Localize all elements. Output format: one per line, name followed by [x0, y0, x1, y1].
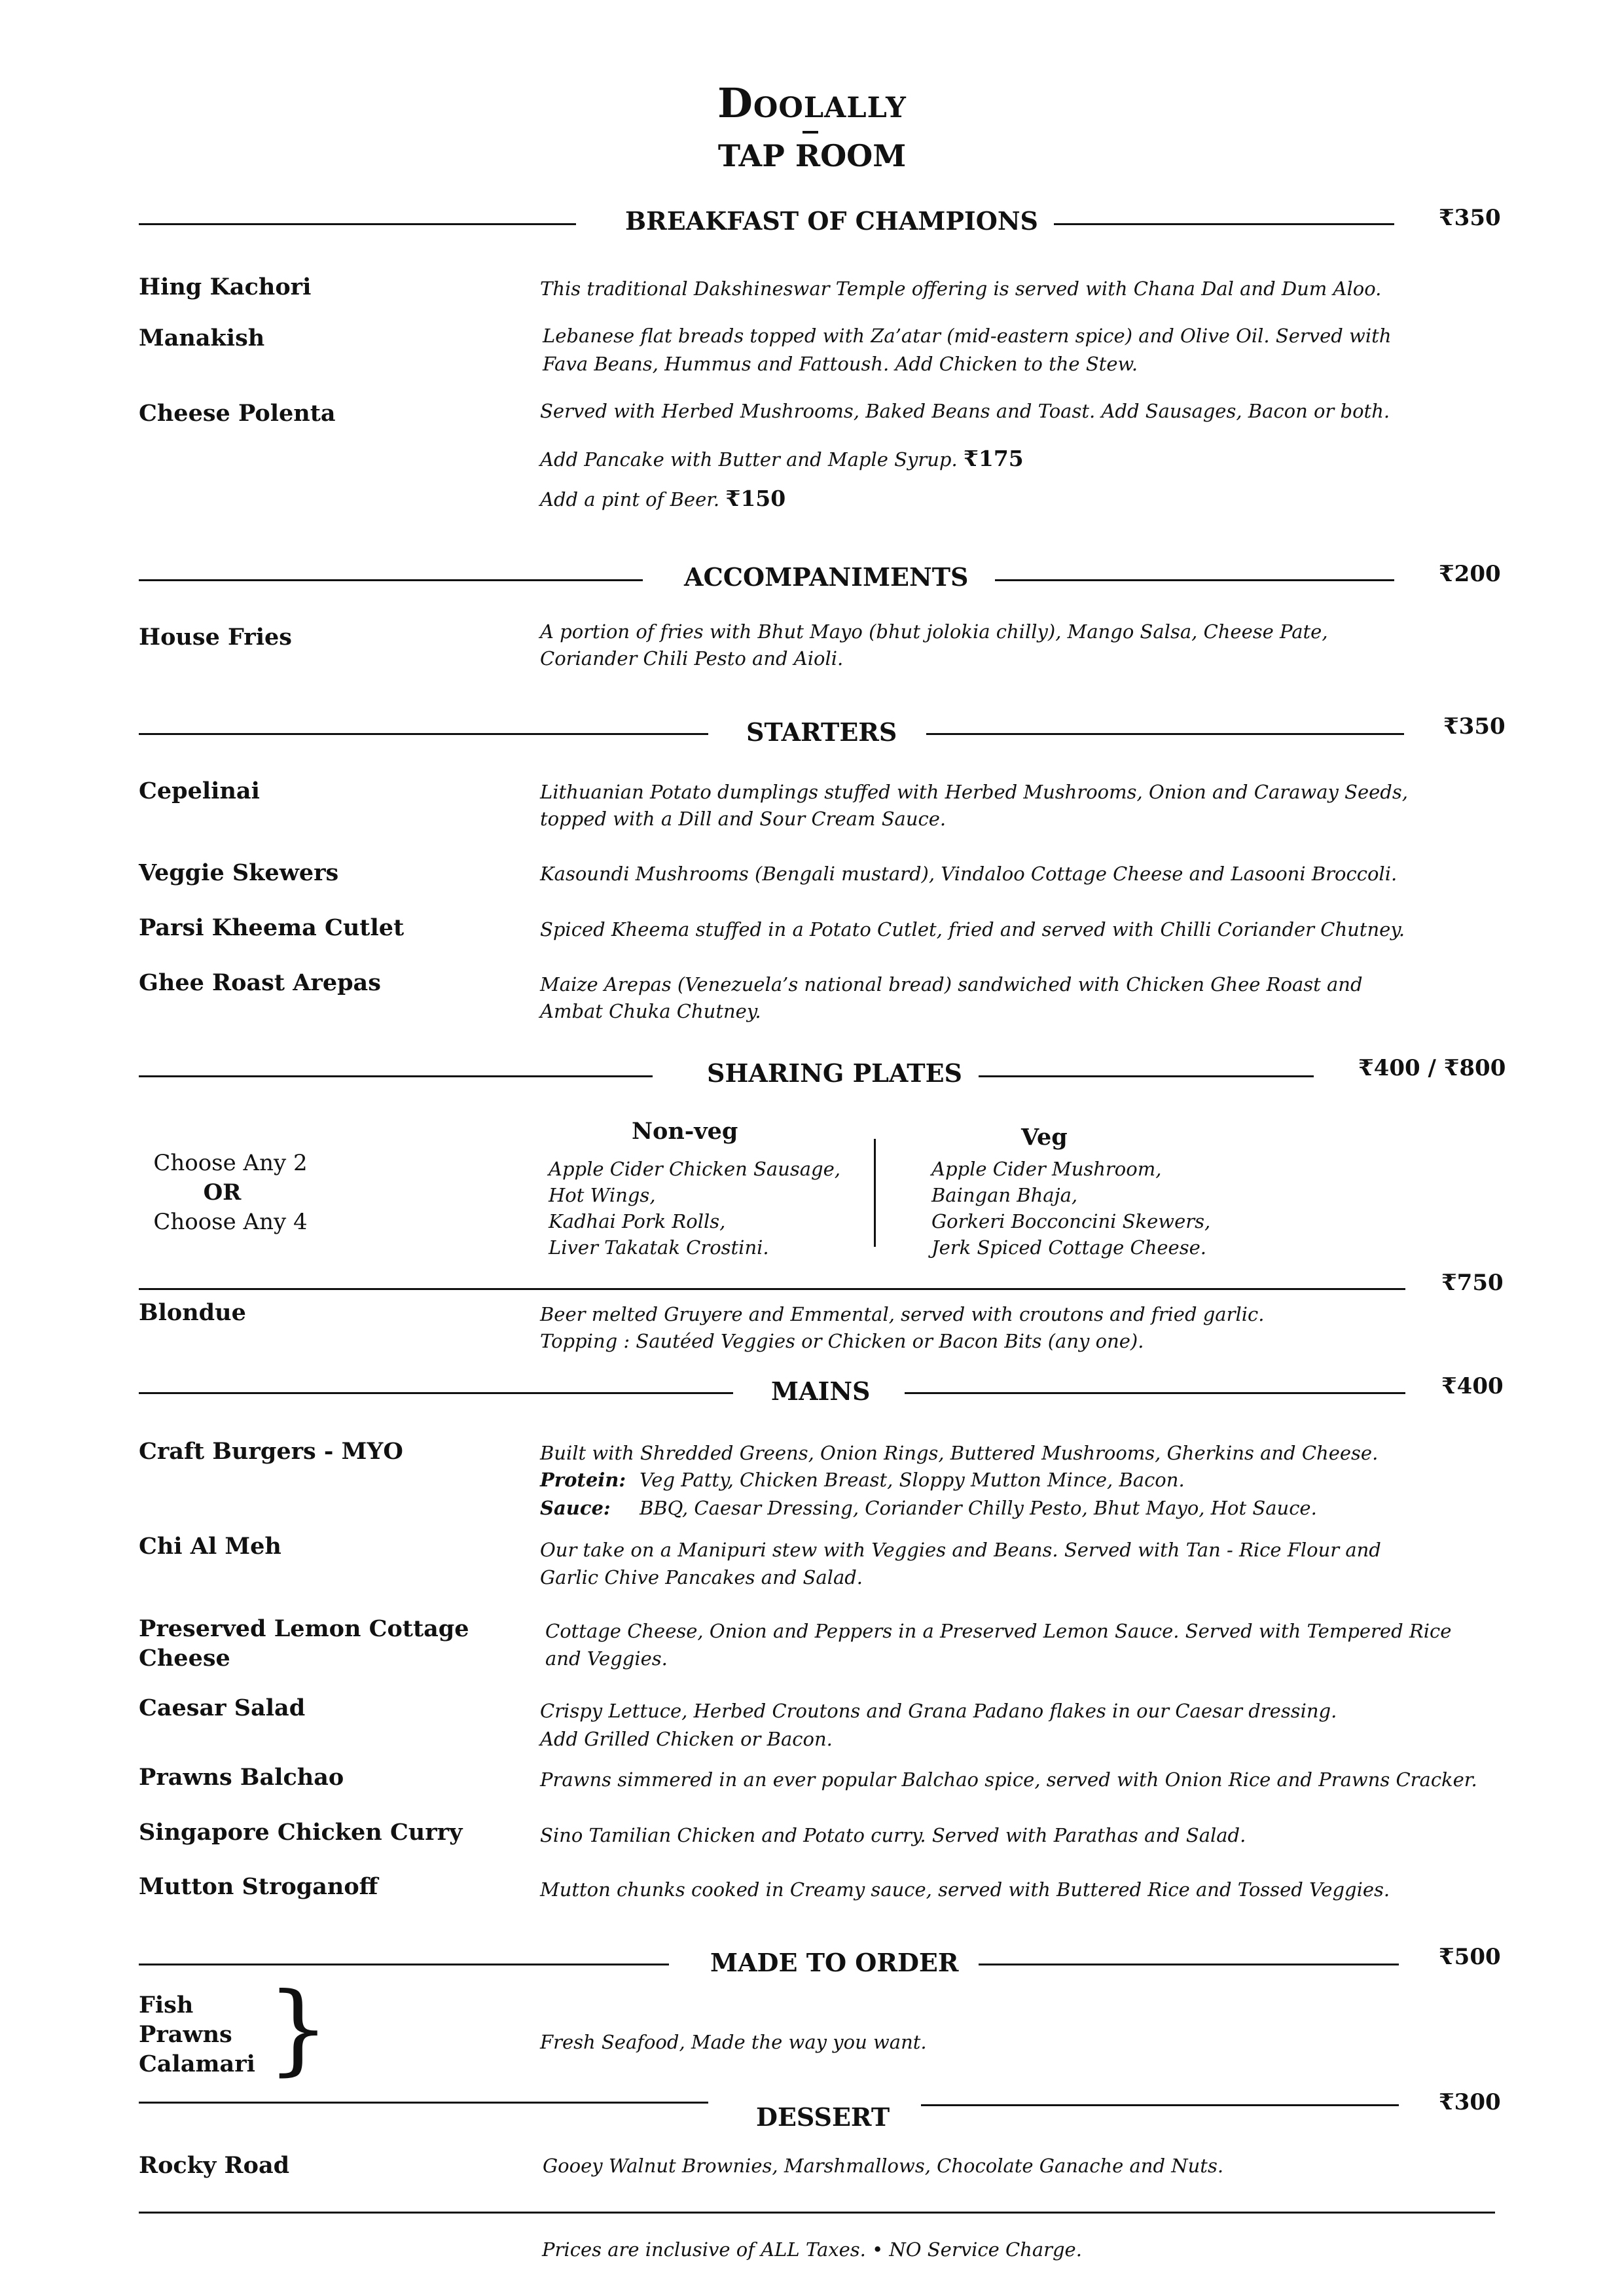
menu-item-name: Blondue [139, 1299, 246, 1326]
section-rule [139, 1392, 733, 1394]
menu-item-desc: topped with a Dill and Sour Cream Sauce. [540, 808, 947, 830]
menu-item-name: Veggie Skewers [139, 859, 339, 886]
menu-item-name: Preserved Lemon Cottage [139, 1615, 469, 1642]
menu-item-name: House Fries [139, 624, 292, 651]
menu-item-desc: Topping : Sautéed Veggies or Chicken or Bacon Bits (any one). [540, 1330, 1144, 1352]
section-rule [1054, 223, 1394, 225]
section-title-accompaniments: ACCOMPANIMENTS [684, 562, 969, 592]
menu-item-desc: Fresh Seafood, Made the way you want. [540, 2031, 927, 2053]
menu-item-desc: and Veggies. [545, 1647, 668, 1670]
section-title-starters: STARTERS [746, 717, 897, 747]
section-rule [139, 223, 576, 225]
price-made-to-order: ₹500 [1439, 1944, 1501, 1970]
sauce-options: BBQ, Caesar Dressing, Coriander Chilly Pesto, Bhut Mayo, Hot Sauce. [640, 1497, 1317, 1519]
section-rule [979, 1075, 1314, 1077]
section-title-made-to-order: MADE TO ORDER [710, 1948, 959, 1977]
section-rule [905, 1392, 1405, 1394]
menu-item-desc: This traditional Dakshineswar Temple offering is served with Chana Dal and Dum Aloo. [540, 278, 1382, 300]
menu-item-desc: Gooey Walnut Brownies, Marshmallows, Chocolate Ganache and Nuts. [543, 2155, 1224, 2177]
menu-item-name: Hing Kachori [139, 274, 312, 300]
menu-item-name: Cepelinai [139, 778, 260, 804]
menu-item-desc: Ambat Chuka Chutney. [540, 1000, 761, 1022]
section-title-mains: MAINS [771, 1376, 871, 1406]
footer-rule [139, 2212, 1495, 2214]
curly-brace-icon: } [267, 1972, 330, 2086]
menu-item-name: Ghee Roast Arepas [139, 969, 381, 996]
addon-price: ₹175 [963, 446, 1024, 471]
section-rule [921, 2104, 1399, 2106]
menu-item-desc: Crispy Lettuce, Herbed Croutons and Grana Padano flakes in our Caesar dressing. [540, 1700, 1337, 1722]
nonveg-item: Liver Takatak Crostini. [549, 1236, 769, 1259]
sauce-label: Sauce: [540, 1497, 611, 1519]
seafood-item: Prawns [139, 2021, 232, 2048]
section-title-sharing: SHARING PLATES [707, 1058, 962, 1088]
choose-any-2: Choose Any 2 [153, 1150, 308, 1176]
brand-subtitle: TAP ROOM [717, 138, 907, 173]
menu-item-desc: Served with Herbed Mushrooms, Baked Beans and Toast. Add Sausages, Bacon or both. [540, 400, 1390, 422]
section-rule [139, 1075, 653, 1077]
menu-item-desc: A portion of fries with Bhut Mayo (bhut jolokia chilly), Mango Salsa, Cheese Pate, [540, 620, 1328, 643]
price-dessert: ₹300 [1439, 2089, 1501, 2115]
menu-item-desc: Prawns simmered in an ever popular Balchao spice, served with Onion Rice and Prawns Cracker. [540, 1768, 1477, 1791]
menu-item-desc: Mutton chunks cooked in Creamy sauce, served with Buttered Rice and Tossed Veggies. [540, 1878, 1390, 1901]
brand-name: Doolally [717, 79, 907, 127]
nonveg-item: Kadhai Pork Rolls, [549, 1210, 726, 1232]
menu-item-desc: Cottage Cheese, Onion and Peppers in a Preserved Lemon Sauce. Served with Tempered Rice [545, 1620, 1452, 1642]
price-breakfast: ₹350 [1439, 205, 1501, 231]
menu-item-name: Chi Al Meh [139, 1533, 281, 1560]
protein-label: Protein: [540, 1469, 626, 1491]
protein-options: Veg Patty, Chicken Breast, Sloppy Mutton Mince, Bacon. [640, 1469, 1185, 1491]
section-rule [995, 579, 1394, 581]
veg-item: Baingan Bhaja, [931, 1184, 1078, 1206]
nonveg-heading: Non-veg [632, 1118, 738, 1145]
menu-item-name: Cheese Polenta [139, 400, 336, 427]
menu-item-name: Caesar Salad [139, 1695, 306, 1721]
menu-item-desc: Lebanese flat breads topped with Za’atar (mid-eastern spice) and Olive Oil. Served with [543, 325, 1392, 347]
price-starters: ₹350 [1443, 713, 1506, 740]
seafood-item: Calamari [139, 2051, 255, 2077]
menu-item-desc: Beer melted Gruyere and Emmental, served with croutons and fried garlic. [540, 1303, 1265, 1325]
addon-pancake: Add Pancake with Butter and Maple Syrup. ₹175 [540, 446, 1024, 471]
section-rule [139, 579, 643, 581]
menu-item-name: Singapore Chicken Curry [139, 1819, 463, 1846]
column-divider [874, 1139, 876, 1247]
brand-divider [803, 131, 818, 134]
choose-any-4: Choose Any 4 [153, 1209, 308, 1235]
menu-item-desc: Our take on a Manipuri stew with Veggies and Beans. Served with Tan - Rice Flour and [540, 1539, 1381, 1561]
menu-item-name: Cheese [139, 1645, 230, 1672]
menu-item-name: Parsi Kheema Cutlet [139, 914, 405, 941]
menu-item-desc: Add Grilled Chicken or Bacon. [540, 1728, 833, 1750]
price-sharing: ₹400 / ₹800 [1358, 1055, 1506, 1081]
veg-heading: Veg [1021, 1124, 1068, 1151]
addon-beer: Add a pint of Beer. ₹150 [540, 486, 786, 511]
section-rule [139, 1964, 669, 1965]
menu-item-desc: Coriander Chili Pesto and Aioli. [540, 647, 844, 670]
menu-item-name: Mutton Stroganoff [139, 1873, 378, 1900]
price-mains: ₹400 [1441, 1373, 1504, 1399]
menu-item-desc: Maize Arepas (Venezuela’s national bread) sandwiched with Chicken Ghee Roast and [540, 973, 1363, 996]
price-blondue: ₹750 [1441, 1270, 1504, 1296]
menu-item-desc: Kasoundi Mushrooms (Bengali mustard), Vindaloo Cottage Cheese and Lasooni Broccoli. [540, 863, 1398, 885]
choose-or: OR [203, 1179, 242, 1206]
section-rule [139, 733, 708, 735]
addon-price: ₹150 [725, 486, 786, 511]
section-rule [139, 2102, 708, 2104]
menu-item-desc: Built with Shredded Greens, Onion Rings, Buttered Mushrooms, Gherkins and Cheese. [540, 1442, 1379, 1464]
menu-item-name: Craft Burgers - MYO [139, 1438, 403, 1465]
section-title-dessert: DESSERT [756, 2102, 890, 2132]
veg-item: Jerk Spiced Cottage Cheese. [931, 1236, 1206, 1259]
veg-item: Apple Cider Mushroom, [931, 1158, 1162, 1180]
menu-item-desc: Spiced Kheema stuffed in a Potato Cutlet, fried and served with Chilli Coriander Chutney. [540, 918, 1405, 941]
menu-item-desc: Fava Beans, Hummus and Fattoush. Add Chicken to the Stew. [543, 353, 1138, 375]
price-accompaniments: ₹200 [1439, 561, 1501, 587]
menu-item-desc: Garlic Chive Pancakes and Salad. [540, 1566, 863, 1588]
veg-item: Gorkeri Bocconcini Skewers, [931, 1210, 1211, 1232]
nonveg-item: Hot Wings, [549, 1184, 656, 1206]
section-rule [139, 1288, 1405, 1290]
menu-item-name: Prawns Balchao [139, 1764, 344, 1791]
menu-item-desc: Sino Tamilian Chicken and Potato curry. Served with Parathas and Salad. [540, 1824, 1246, 1846]
footer-note: Prices are inclusive of ALL Taxes. • NO Service Charge. [542, 2238, 1082, 2261]
section-title-breakfast: BREAKFAST OF CHAMPIONS [625, 206, 1038, 236]
section-rule [979, 1964, 1399, 1965]
menu-item-name: Manakish [139, 325, 265, 351]
nonveg-item: Apple Cider Chicken Sausage, [549, 1158, 840, 1180]
menu-item-desc: Lithuanian Potato dumplings stuffed with Herbed Mushrooms, Onion and Caraway Seeds, [540, 781, 1408, 803]
section-rule [926, 733, 1404, 735]
seafood-item: Fish [139, 1992, 194, 2018]
menu-item-name: Rocky Road [139, 2152, 290, 2179]
